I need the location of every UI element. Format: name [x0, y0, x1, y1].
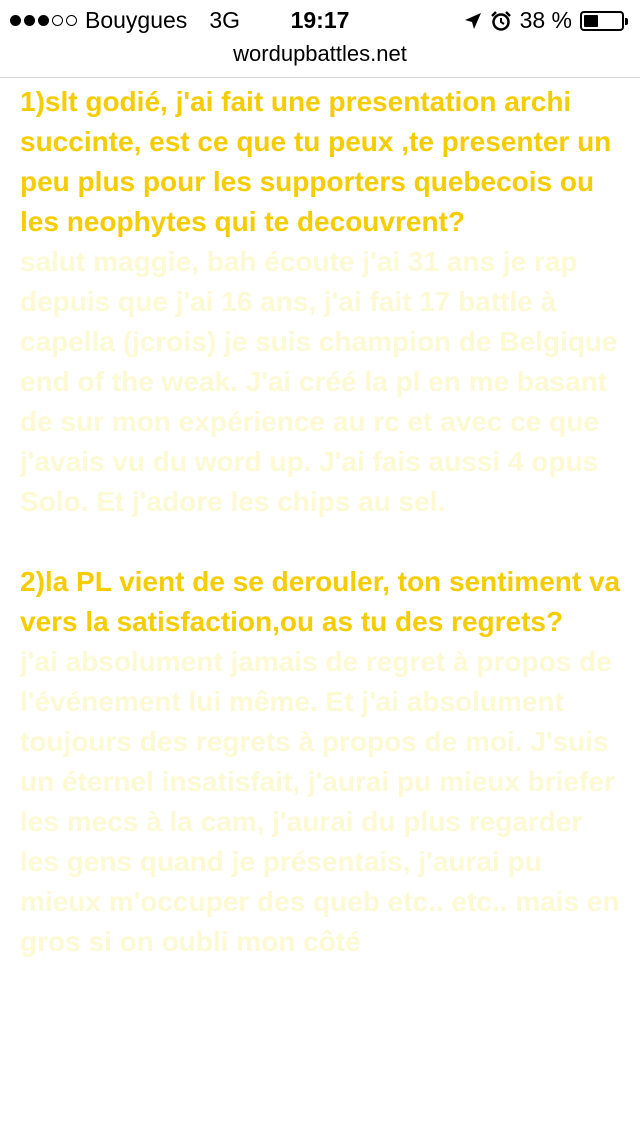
network-type: 3G — [209, 7, 240, 33]
status-time: 19:17 — [290, 7, 350, 33]
qa-block — [20, 562, 625, 962]
signal-dot — [38, 15, 49, 26]
battery-nub — [625, 18, 628, 25]
status-bar — [0, 0, 640, 40]
status-bar-right — [464, 7, 628, 34]
battery-fill — [584, 15, 598, 27]
qa-block — [20, 82, 625, 522]
url-bar[interactable] — [0, 40, 640, 78]
alarm-clock-icon — [490, 10, 512, 32]
interview-content — [20, 82, 625, 962]
question-text: 2)la PL vient de se derouler, ton sentiment va vers la satisfaction,ou as tu des regrets? — [20, 566, 621, 637]
signal-dot — [24, 15, 35, 26]
signal-dot — [10, 15, 21, 26]
location-arrow-icon — [464, 12, 482, 30]
carrier-name: Bouygues — [85, 7, 188, 33]
question-text: 1)slt godié, j'ai fait une presentation archi succinte, est ce que tu peux ,te presenter un peu plus pour les supporters quebecois ou les neophytes qui te decouvrent? — [20, 86, 612, 237]
answer-text: j'ai absolument jamais de regret à propos de l'événement lui même. Et j'ai absolument toujours des regrets à propos de moi. J'suis un éternel insatisfait, j'aurai pu mieux briefer les mecs à la cam, j'aurai du plus regarder les gens quand je présentais, j'aurai pu mieux m'occuper des queb etc.. etc.. mais en gros si on oubli mon côté — [20, 646, 620, 957]
battery-icon — [580, 11, 624, 31]
url-domain[interactable]: wordupbattles.net — [233, 41, 407, 66]
signal-dot — [52, 15, 63, 26]
battery-percentage: 38 % — [519, 7, 572, 33]
signal-dot — [66, 15, 77, 26]
answer-text: salut maggie, bah écoute j'ai 31 ans je rap depuis que j'ai 16 ans, j'ai fait 17 battle à capella (jcrois) je suis champion de Belgique end of the weak. J'ai créé la pl en me basant de sur mon expérience au rc et avec ce que j'avais vu du word up. J'ai fais aussi 4 opus Solo. Et j'adore les chips au sel. — [20, 246, 618, 517]
signal-strength-icon — [10, 15, 77, 26]
status-bar-left — [10, 7, 240, 34]
